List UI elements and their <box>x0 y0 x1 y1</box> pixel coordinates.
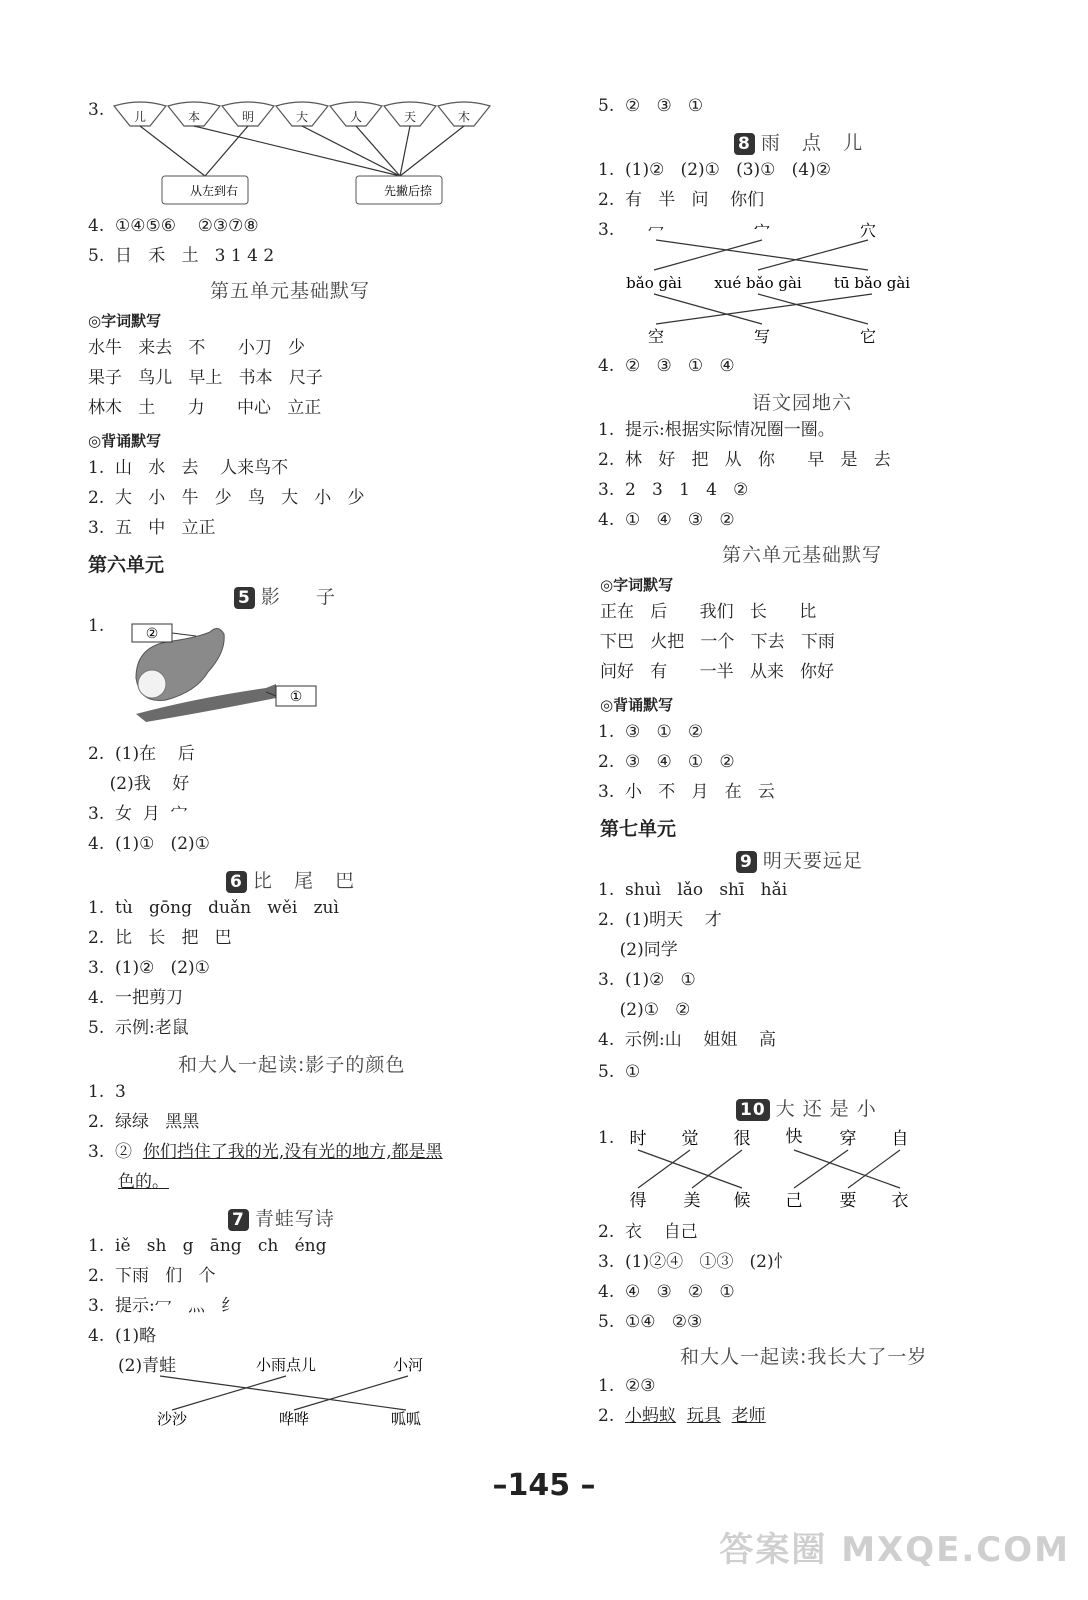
match-char: 冖 <box>647 221 665 240</box>
box-label: 先撇后捺 <box>383 184 433 198</box>
fan-char: 天 <box>403 110 417 124</box>
answer-line: 1. 山 水 去 人来鸟不 <box>88 458 289 478</box>
answer-line: 1. tù gōng duǎn wěi zuì <box>88 898 339 918</box>
lesson-badge: 9 <box>736 851 757 873</box>
answer-line: 2. ③ ④ ① ② <box>598 752 735 772</box>
lesson-title-text: 青蛙写诗 <box>254 1208 335 1230</box>
lesson-title-text: 大 还 是 小 <box>775 1098 877 1120</box>
match-char: 己 <box>785 1191 803 1211</box>
answer-mark: 3. ② <box>88 1142 133 1162</box>
answer-line: 2. (1)在 后 <box>88 744 195 764</box>
answer-line: 4. ④ ③ ② ① <box>598 1282 735 1302</box>
answer-line: 问好 有 一半 从来 你好 <box>600 662 835 682</box>
answer-line: 1. <box>88 616 105 636</box>
lesson-title <box>228 1204 335 1231</box>
answer-line: 1. <box>598 1128 615 1148</box>
match-char: 宀 <box>753 221 771 240</box>
match-lines <box>160 1376 408 1410</box>
watermark-logo: 答案圈 MXQE.COM <box>719 1530 1070 1570</box>
match-char: 衣 <box>891 1191 909 1211</box>
match-word: 小雨点儿 <box>255 1356 317 1374</box>
match-char: 得 <box>629 1191 647 1211</box>
lesson-title-text: 影 子 <box>260 586 337 608</box>
answer-line: (2)青蛙 <box>118 1356 177 1376</box>
section-title: 第六单元基础默写 <box>722 544 883 566</box>
match-char: 写 <box>753 327 771 346</box>
answer-line <box>598 1406 766 1426</box>
lesson-badge: 6 <box>226 871 247 893</box>
underlined-answer: 你们挡住了我的光,没有光的地方,都是黑 <box>142 1142 443 1162</box>
pinyin: tū bǎo gài <box>833 274 911 292</box>
match-char: 美 <box>683 1191 701 1211</box>
answer-line: 1. 提示:根据实际情况圈一圈。 <box>598 420 835 440</box>
unit-heading: 第六单元 <box>88 554 165 576</box>
section-title: 第五单元基础默写 <box>210 280 371 302</box>
answer-line: 2. 有 半 问 你们 <box>598 190 765 210</box>
lesson-title-text: 雨 点 儿 <box>760 132 864 154</box>
subsection-title: ◎背诵默写 <box>88 432 162 450</box>
match-char: 穴 <box>859 221 877 240</box>
sound-matching-diagram <box>150 1354 450 1432</box>
lesson-title <box>736 1094 877 1121</box>
match-char: 很 <box>733 1129 751 1149</box>
answer-line: 1. (1)② (2)① (3)① (4)② <box>598 160 831 180</box>
match-lines <box>638 1150 900 1188</box>
underlined-answer: 老师 <box>731 1406 766 1426</box>
char-matching-diagram <box>624 1124 924 1218</box>
answer-line: 4. ① ④ ③ ② <box>598 510 735 530</box>
match-word: 哗哗 <box>278 1410 310 1428</box>
answer-line: 2. 绿绿 黑黑 <box>88 1112 200 1132</box>
answer-line: 4. 一把剪刀 <box>88 988 184 1008</box>
lesson-title <box>734 128 863 155</box>
match-char: 空 <box>647 327 665 346</box>
lesson-title <box>226 866 355 893</box>
answer-line: 4. ①④⑤⑥ ②③⑦⑧ <box>88 216 259 236</box>
answer-line <box>88 1142 443 1162</box>
answer-line: 下巴 火把 一个 下去 下雨 <box>600 632 835 652</box>
answer-line: 5. ①④ ②③ <box>598 1312 703 1332</box>
answer-line: 2. (1)明天 才 <box>598 910 722 930</box>
lesson-title-text: 比 尾 巴 <box>252 870 356 892</box>
section-title: 语文园地六 <box>752 392 853 414</box>
answer-line: 5. 日 禾 土 3 1 4 2 <box>88 246 275 266</box>
box-label: 从左到右 <box>189 184 239 198</box>
answer-line: 1. shuì lǎo shī hǎi <box>598 880 788 900</box>
answer-line: 4. ② ③ ① ④ <box>598 356 735 376</box>
underlined-answer: 小蚂蚁 <box>625 1406 677 1426</box>
answer-line: 3. 女 月 宀 <box>88 804 188 824</box>
fan-char: 大 <box>295 110 309 124</box>
fan-char: 木 <box>457 110 471 124</box>
pinyin: xué bǎo gài <box>714 274 802 292</box>
answer-line: 3. (1)② (2)① <box>88 958 210 978</box>
answer-line: (2)① ② <box>598 1000 691 1020</box>
answer-line: 1. 3 <box>88 1082 126 1102</box>
answer-line: 3. 2 3 1 4 ② <box>598 480 749 500</box>
answer-line: 5. 示例:老鼠 <box>88 1018 189 1038</box>
fan-matching-diagram <box>110 96 500 212</box>
lesson-title <box>234 582 336 609</box>
fan-char: 本 <box>187 110 201 124</box>
q3-label: 3. <box>88 100 105 120</box>
answer-line: 2. 大 小 牛 少 鸟 大 小 少 <box>88 488 365 508</box>
match-char: 穿 <box>839 1129 857 1149</box>
answer-line: 4. (1)略 <box>88 1326 157 1346</box>
label-mark: ① <box>289 689 303 705</box>
answer-line: 3. 提示:冖 灬 纟 <box>88 1296 239 1316</box>
fan-char: 人 <box>349 110 363 124</box>
subsection-title: ◎字词默写 <box>88 312 162 330</box>
left-column <box>0 0 540 1600</box>
answer-line: 林木 土 力 中心 立正 <box>88 398 322 418</box>
lesson-badge: 10 <box>736 1099 770 1121</box>
answer-line: 1. ③ ① ② <box>598 722 704 742</box>
answer-line: 3. <box>598 220 615 240</box>
lesson-badge: 8 <box>734 133 755 155</box>
answer-line: 正在 后 我们 长 比 <box>600 602 817 622</box>
match-char: 快 <box>785 1127 803 1147</box>
match-char: 候 <box>733 1191 751 1211</box>
answer-line: 2. 林 好 把 从 你 早 是 去 <box>598 450 891 470</box>
animal-belly <box>138 670 166 698</box>
answer-line: (2)我 好 <box>88 774 190 794</box>
answer-line: 5. ① <box>598 1062 641 1082</box>
subsection-title: ◎背诵默写 <box>600 696 674 714</box>
section-title: 和大人一起读:影子的颜色 <box>178 1054 406 1076</box>
match-word: 沙沙 <box>156 1410 188 1428</box>
answer-line: 4. 示例:山 姐姐 高 <box>598 1030 776 1050</box>
pinyin: bǎo gài <box>626 274 682 292</box>
underlined-answer: 玩具 <box>686 1406 721 1426</box>
answer-line: 2. 衣 自己 <box>598 1222 698 1242</box>
match-word: 小河 <box>392 1356 424 1374</box>
match-char: 它 <box>859 327 877 346</box>
lesson-badge: 5 <box>234 587 255 609</box>
fan-char: 明 <box>241 110 255 124</box>
answer-line: 1. iě sh g āng ch éng <box>88 1236 327 1256</box>
answer-line: 2. 下雨 们 个 <box>88 1266 216 1286</box>
section-title: 和大人一起读:我长大了一岁 <box>680 1346 928 1368</box>
lesson-badge: 7 <box>228 1209 249 1231</box>
right-column <box>540 0 1088 1600</box>
radical-matching-diagram <box>620 220 920 350</box>
answer-line: 水牛 来去 不 小刀 少 <box>88 338 306 358</box>
answer-line: 果子 鸟儿 早上 书本 尺子 <box>88 368 323 388</box>
answer-line: 3. (1)②④ ①③ (2)忄 <box>598 1252 791 1272</box>
match-char: 觉 <box>681 1129 699 1149</box>
answer-line: 3. 小 不 月 在 云 <box>598 782 775 802</box>
page-number: –145 – <box>492 1468 596 1503</box>
match-word: 呱呱 <box>390 1410 422 1428</box>
match-lines <box>140 126 464 176</box>
answer-line: 5. ② ③ ① <box>598 96 704 116</box>
match-char: 时 <box>629 1129 647 1149</box>
answer-line: 3. 五 中 立正 <box>88 518 216 538</box>
subsection-title: ◎字词默写 <box>600 576 674 594</box>
answer-line: 4. (1)① (2)① <box>88 834 210 854</box>
match-char: 自 <box>891 1129 909 1149</box>
answer-number: 2. <box>598 1406 615 1426</box>
lesson-title-text: 明天要远足 <box>762 850 863 872</box>
answer-line: (2)同学 <box>598 940 678 960</box>
answer-line: 3. (1)② ① <box>598 970 696 990</box>
unit-heading: 第七单元 <box>600 818 677 840</box>
answer-line: 2. 比 长 把 巴 <box>88 928 232 948</box>
label-mark: ② <box>145 626 159 642</box>
match-char: 要 <box>839 1191 857 1211</box>
answer-line: 1. ②③ <box>598 1376 656 1396</box>
fan-char: 儿 <box>133 110 147 124</box>
underlined-answer: 色的。 <box>118 1172 169 1192</box>
shadow-illustration <box>126 618 322 726</box>
lesson-title <box>736 846 863 873</box>
